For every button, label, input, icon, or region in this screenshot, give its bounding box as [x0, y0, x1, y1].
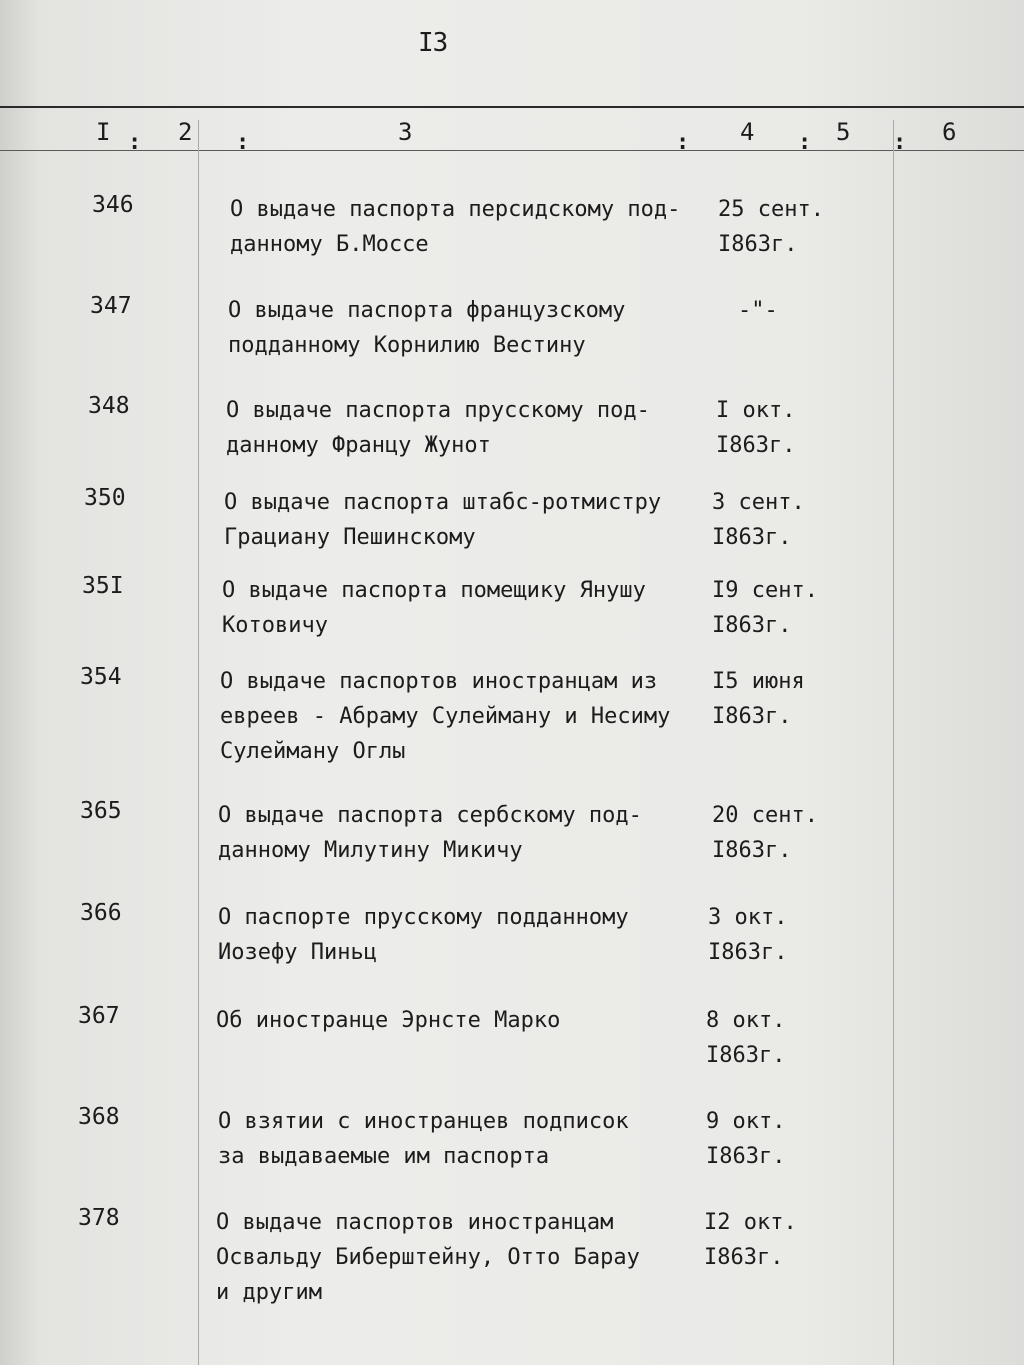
entry-date — [738, 293, 868, 328]
entry-title-line: О паспорте прусскому подданному — [218, 905, 629, 930]
entry-title-line: О выдаче паспортов иностранцам — [216, 1210, 614, 1235]
header-col-5: 5 — [836, 118, 851, 146]
entry-date — [706, 1003, 836, 1073]
column-divider — [198, 120, 199, 1365]
header-separator: : — [798, 130, 812, 155]
entry-date-line: I863г. — [712, 613, 792, 638]
entry-title-line: О выдаче паспорта штабс-ротмистру — [224, 490, 662, 515]
entry-title-line: О выдаче паспорта французскому — [228, 298, 626, 323]
entry-title-line: Котовичу — [222, 613, 328, 638]
entry-number: 348 — [88, 393, 130, 419]
entry-date-line: I863г. — [712, 838, 792, 863]
entry-date-line: I863г. — [706, 1043, 786, 1068]
entry-date-line: I окт. — [716, 398, 796, 423]
header-col-3: 3 — [398, 118, 413, 146]
entry-title-line: О выдаче паспорта персидскому под- — [230, 197, 681, 222]
header-separator: : — [128, 130, 142, 155]
entry-date — [706, 1104, 836, 1174]
entry-title — [224, 485, 714, 555]
entry-number: 350 — [84, 485, 126, 511]
entry-date-line: I5 июня — [712, 669, 805, 694]
entry-date-line: I9 сент. — [712, 578, 818, 603]
entry-date — [716, 393, 846, 463]
entry-date — [712, 664, 842, 734]
entry-title — [218, 1104, 708, 1174]
entry-date-line: I2 окт. — [704, 1210, 797, 1235]
header-separator: : — [236, 130, 250, 155]
entry-title — [222, 573, 712, 643]
entry-number: 354 — [80, 664, 122, 690]
entry-title — [220, 664, 710, 769]
entry-number: 35I — [82, 573, 124, 599]
entry-number: 378 — [78, 1205, 120, 1231]
entry-date-line: -"- — [738, 298, 778, 323]
header-bottom-rule — [0, 150, 1024, 151]
entry-date — [708, 900, 838, 970]
entry-title — [216, 1003, 706, 1038]
entry-title-line: Об иностранце Эрнсте Марко — [216, 1008, 561, 1033]
entry-title — [216, 1205, 706, 1310]
entry-date — [712, 485, 842, 555]
entry-title — [228, 293, 718, 363]
entry-date-line: I863г. — [716, 433, 796, 458]
entry-number: 365 — [80, 798, 122, 824]
page-number: I3 — [418, 28, 448, 58]
entry-date-line: 20 сент. — [712, 803, 818, 828]
entry-title-line: О выдаче паспортов иностранцам из — [220, 669, 658, 694]
entry-date-line: I863г. — [708, 940, 788, 965]
entry-title-line: О взятии с иностранцев подписок — [218, 1109, 629, 1134]
entry-title-line: данному Милутину Микичу — [218, 838, 523, 863]
entry-title-line: Грациану Пешинскому — [224, 525, 476, 550]
header-col-2: 2 — [178, 118, 193, 146]
entry-title-line: О выдаче паспорта сербскому под- — [218, 803, 642, 828]
header-col-1: I — [96, 118, 111, 146]
entry-date-line: I863г. — [704, 1245, 784, 1270]
entry-title-line: и другим — [216, 1280, 322, 1305]
header-top-rule — [0, 106, 1024, 108]
entry-date-line: I863г. — [706, 1144, 786, 1169]
header-col-4: 4 — [740, 118, 755, 146]
entry-date-line: I863г. — [712, 525, 792, 550]
entry-title-line: за выдаваемые им паспорта — [218, 1144, 550, 1169]
entry-date — [712, 573, 842, 643]
entry-title-line: подданному Корнилию Вестину — [228, 333, 586, 358]
entry-number: 366 — [80, 900, 122, 926]
entry-title — [230, 192, 720, 262]
header-col-6: 6 — [942, 118, 957, 146]
entry-title-line: Иозефу Пиньц — [218, 940, 377, 965]
entry-date — [704, 1205, 834, 1275]
entry-title — [218, 798, 708, 868]
entry-number: 367 — [78, 1003, 120, 1029]
entry-title-line: данному Францу Жунот — [226, 433, 491, 458]
entry-title-line: данному Б.Моссе — [230, 232, 429, 257]
entry-date-line: 9 окт. — [706, 1109, 786, 1134]
column-divider — [893, 120, 894, 1365]
entry-date-line: 3 окт. — [708, 905, 788, 930]
entry-date — [712, 798, 842, 868]
entry-date-line: 25 сент. — [718, 197, 824, 222]
header-separator: : — [893, 130, 907, 155]
entry-title-line: Освальду Биберштейну, Отто Бараy — [216, 1245, 640, 1270]
entry-number: 347 — [90, 293, 132, 319]
header-separator: : — [676, 130, 690, 155]
entry-date-line: 8 окт. — [706, 1008, 786, 1033]
entry-title — [226, 393, 716, 463]
entry-date-line: 3 сент. — [712, 490, 805, 515]
entry-date-line: I863г. — [712, 704, 792, 729]
entry-title — [218, 900, 708, 970]
entry-date-line: I863г. — [718, 232, 798, 257]
entry-title-line: евреев - Абраму Сулейману и Несиму — [220, 704, 671, 729]
entry-number: 368 — [78, 1104, 120, 1130]
entry-title-line: Сулейману Оглы — [220, 739, 406, 764]
entry-date — [718, 192, 848, 262]
entry-number: 346 — [92, 192, 134, 218]
entry-title-line: О выдаче паспорта помещику Янушу — [222, 578, 646, 603]
entry-title-line: О выдаче паспорта прусскому под- — [226, 398, 650, 423]
